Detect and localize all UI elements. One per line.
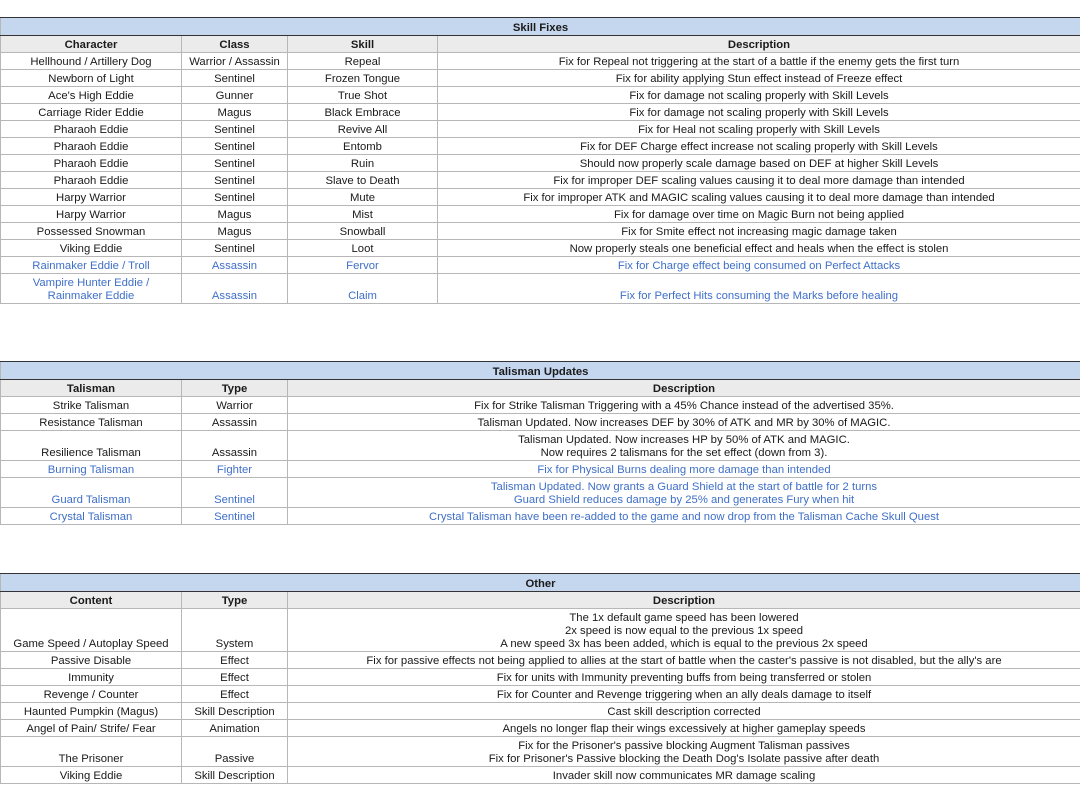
cell-class[interactable]: Magus: [182, 104, 288, 121]
cell-talisman[interactable]: Crystal Talisman: [1, 508, 182, 525]
cell-description[interactable]: Fix for Smite effect not increasing magic damage taken: [438, 223, 1080, 240]
section-title[interactable]: Other: [1, 574, 1080, 592]
table-row: [1, 155, 1080, 172]
cell-skill[interactable]: Ruin: [288, 155, 438, 172]
talisman-updates-table: [0, 361, 1080, 525]
cell-class[interactable]: Sentinel: [182, 172, 288, 189]
table-row: [1, 274, 1080, 304]
table-row: [1, 104, 1080, 121]
talisman-updates-section: [0, 361, 1080, 525]
cell-description[interactable]: Fix for improper ATK and MAGIC scaling values causing it to deal more damage than intended: [438, 189, 1080, 206]
cell-description[interactable]: Fix for units with Immunity preventing buffs from being transferred or stolen: [288, 669, 1080, 686]
table-row: [1, 669, 1080, 686]
cell-class[interactable]: Gunner: [182, 87, 288, 104]
other-table: [0, 573, 1080, 784]
cell-character[interactable]: Ace's High Eddie: [1, 87, 182, 104]
table-row: [1, 508, 1080, 525]
table-row: [1, 87, 1080, 104]
cell-content[interactable]: Angel of Pain/ Strife/ Fear: [1, 720, 182, 737]
cell-type[interactable]: Animation: [182, 720, 288, 737]
cell-type[interactable]: Assassin: [182, 431, 288, 461]
cell-type[interactable]: Assassin: [182, 414, 288, 431]
description-line: 2x speed is now equal to the previous 1x speed: [564, 625, 804, 637]
cell-talisman[interactable]: Resistance Talisman: [1, 414, 182, 431]
cell-character[interactable]: Pharaoh Eddie: [1, 155, 182, 172]
section-title[interactable]: Talisman Updates: [1, 362, 1080, 380]
cell-description[interactable]: [288, 431, 1080, 461]
cell-skill[interactable]: True Shot: [288, 87, 438, 104]
column-header-character[interactable]: Character: [1, 36, 182, 53]
cell-character[interactable]: Pharaoh Eddie: [1, 172, 182, 189]
other-section: [0, 573, 1080, 784]
cell-type[interactable]: Skill Description: [182, 767, 288, 784]
cell-description[interactable]: Crystal Talisman have been re-added to the game and now drop from the Talisman Cache Skull Quest: [288, 508, 1080, 525]
table-row: [1, 414, 1080, 431]
column-header-type[interactable]: Type: [182, 592, 288, 609]
table-row: [1, 703, 1080, 720]
table-row: [1, 172, 1080, 189]
cell-class[interactable]: Magus: [182, 223, 288, 240]
cell-content[interactable]: Revenge / Counter: [1, 686, 182, 703]
cell-character[interactable]: Vampire Hunter Eddie / Rainmaker Eddie: [1, 274, 182, 304]
cell-content[interactable]: Game Speed / Autoplay Speed: [1, 609, 182, 652]
table-row: [1, 686, 1080, 703]
table-row: [1, 223, 1080, 240]
cell-type[interactable]: Sentinel: [182, 478, 288, 508]
table-row: [1, 121, 1080, 138]
cell-character[interactable]: Viking Eddie: [1, 240, 182, 257]
column-header-talisman[interactable]: Talisman: [1, 380, 182, 397]
cell-content[interactable]: Haunted Pumpkin (Magus): [1, 703, 182, 720]
column-header-type[interactable]: Type: [182, 380, 288, 397]
description-line: The 1x default game speed has been lowered: [569, 612, 799, 624]
cell-skill[interactable]: Fervor: [288, 257, 438, 274]
cell-description[interactable]: Fix for Perfect Hits consuming the Marks before healing: [438, 274, 1080, 304]
table-row: [1, 478, 1080, 508]
description-line: A new speed 3x has been added, which is equal to the previous 2x speed: [500, 638, 868, 650]
cell-talisman[interactable]: Guard Talisman: [1, 478, 182, 508]
cell-skill[interactable]: Revive All: [288, 121, 438, 138]
cell-description[interactable]: Fix for Counter and Revenge triggering when an ally deals damage to itself: [288, 686, 1080, 703]
cell-character[interactable]: Hellhound / Artillery Dog: [1, 53, 182, 70]
cell-type[interactable]: Effect: [182, 686, 288, 703]
cell-description[interactable]: Fix for Charge effect being consumed on Perfect Attacks: [438, 257, 1080, 274]
cell-class[interactable]: Assassin: [182, 257, 288, 274]
cell-class[interactable]: Sentinel: [182, 121, 288, 138]
cell-type[interactable]: Skill Description: [182, 703, 288, 720]
cell-description[interactable]: Talisman Updated. Now increases DEF by 30% of ATK and MR by 30% of MAGIC.: [288, 414, 1080, 431]
table-row: [1, 397, 1080, 414]
description-line: Guard Shield reduces damage by 25% and generates Fury when hit: [513, 494, 855, 506]
table-row: [1, 138, 1080, 155]
cell-content[interactable]: Immunity: [1, 669, 182, 686]
cell-description[interactable]: Fix for Physical Burns dealing more damage than intended: [288, 461, 1080, 478]
cell-description[interactable]: Fix for damage over time on Magic Burn not being applied: [438, 206, 1080, 223]
description-line: Fix for Prisoner's Passive blocking the Death Dog's Isolate passive after death: [488, 753, 880, 765]
cell-skill[interactable]: Claim: [288, 274, 438, 304]
cell-character[interactable]: Harpy Warrior: [1, 189, 182, 206]
cell-skill[interactable]: Mist: [288, 206, 438, 223]
cell-skill[interactable]: Black Embrace: [288, 104, 438, 121]
cell-content[interactable]: Viking Eddie: [1, 767, 182, 784]
cell-character[interactable]: Pharaoh Eddie: [1, 121, 182, 138]
cell-class[interactable]: Sentinel: [182, 155, 288, 172]
cell-description[interactable]: Fix for Heal not scaling properly with Skill Levels: [438, 121, 1080, 138]
table-row: [1, 257, 1080, 274]
cell-class[interactable]: Assassin: [182, 274, 288, 304]
cell-description[interactable]: Fix for Strike Talisman Triggering with a 45% Chance instead of the advertised 35%.: [288, 397, 1080, 414]
cell-talisman[interactable]: Burning Talisman: [1, 461, 182, 478]
cell-character[interactable]: Rainmaker Eddie / Troll: [1, 257, 182, 274]
cell-description[interactable]: [288, 609, 1080, 652]
cell-class[interactable]: Sentinel: [182, 189, 288, 206]
table-row: [1, 609, 1080, 652]
cell-description[interactable]: Fix for passive effects not being applied to allies at the start of battle when the caster's passive is not disabled, but the ally's are: [288, 652, 1080, 669]
cell-description[interactable]: Should now properly scale damage based on DEF at higher Skill Levels: [438, 155, 1080, 172]
cell-talisman[interactable]: Strike Talisman: [1, 397, 182, 414]
cell-description[interactable]: Fix for damage not scaling properly with Skill Levels: [438, 104, 1080, 121]
column-header-description[interactable]: Description: [288, 380, 1080, 397]
cell-class[interactable]: Sentinel: [182, 240, 288, 257]
table-row: [1, 431, 1080, 461]
cell-character[interactable]: Harpy Warrior: [1, 206, 182, 223]
cell-description[interactable]: Invader skill now communicates MR damage scaling: [288, 767, 1080, 784]
cell-skill[interactable]: Slave to Death: [288, 172, 438, 189]
description-line: Talisman Updated. Now grants a Guard Shield at the start of battle for 2 turns: [490, 481, 878, 493]
cell-class[interactable]: Warrior / Assassin: [182, 53, 288, 70]
description-line: Now requires 2 talismans for the set effect (down from 3).: [540, 447, 828, 459]
cell-description[interactable]: Cast skill description corrected: [288, 703, 1080, 720]
cell-description[interactable]: Fix for improper DEF scaling values causing it to deal more damage than intended: [438, 172, 1080, 189]
cell-type[interactable]: Effect: [182, 669, 288, 686]
cell-class[interactable]: Sentinel: [182, 70, 288, 87]
cell-skill[interactable]: Repeal: [288, 53, 438, 70]
cell-description[interactable]: Fix for DEF Charge effect increase not scaling properly with Skill Levels: [438, 138, 1080, 155]
cell-description[interactable]: Fix for ability applying Stun effect instead of Freeze effect: [438, 70, 1080, 87]
cell-content[interactable]: The Prisoner: [1, 737, 182, 767]
cell-description[interactable]: Fix for damage not scaling properly with Skill Levels: [438, 87, 1080, 104]
table-row: [1, 461, 1080, 478]
skill-fixes-table: [0, 17, 1080, 304]
column-header-description[interactable]: Description: [438, 36, 1080, 53]
table-row: [1, 189, 1080, 206]
table-row: [1, 240, 1080, 257]
cell-content[interactable]: Passive Disable: [1, 652, 182, 669]
column-header-description[interactable]: Description: [288, 592, 1080, 609]
cell-class[interactable]: Sentinel: [182, 138, 288, 155]
description-line: Fix for the Prisoner's passive blocking Augment Talisman passives: [518, 740, 850, 752]
cell-skill[interactable]: Mute: [288, 189, 438, 206]
cell-type[interactable]: Warrior: [182, 397, 288, 414]
cell-type[interactable]: Effect: [182, 652, 288, 669]
skill-fixes-section: [0, 17, 1080, 304]
section-title[interactable]: Skill Fixes: [1, 18, 1080, 36]
cell-character[interactable]: Pharaoh Eddie: [1, 138, 182, 155]
table-row: [1, 53, 1080, 70]
table-row: [1, 737, 1080, 767]
description-line: Talisman Updated. Now increases HP by 50% of ATK and MAGIC.: [518, 434, 850, 446]
table-row: [1, 720, 1080, 737]
table-row: [1, 767, 1080, 784]
cell-skill[interactable]: Entomb: [288, 138, 438, 155]
column-header-content[interactable]: Content: [1, 592, 182, 609]
table-row: [1, 652, 1080, 669]
cell-skill[interactable]: Frozen Tongue: [288, 70, 438, 87]
cell-type[interactable]: Passive: [182, 737, 288, 767]
cell-type[interactable]: Fighter: [182, 461, 288, 478]
table-row: [1, 70, 1080, 87]
column-header-class[interactable]: Class: [182, 36, 288, 53]
cell-skill[interactable]: Snowball: [288, 223, 438, 240]
cell-skill[interactable]: Loot: [288, 240, 438, 257]
cell-description[interactable]: [288, 737, 1080, 767]
cell-description[interactable]: Angels no longer flap their wings excessively at higher gameplay speeds: [288, 720, 1080, 737]
table-row: [1, 206, 1080, 223]
column-header-skill[interactable]: Skill: [288, 36, 438, 53]
cell-class[interactable]: Magus: [182, 206, 288, 223]
cell-type[interactable]: Sentinel: [182, 508, 288, 525]
cell-character[interactable]: Carriage Rider Eddie: [1, 104, 182, 121]
cell-talisman[interactable]: Resilience Talisman: [1, 431, 182, 461]
cell-description[interactable]: Fix for Repeal not triggering at the start of a battle if the enemy gets the first turn: [438, 53, 1080, 70]
cell-description[interactable]: Now properly steals one beneficial effect and heals when the effect is stolen: [438, 240, 1080, 257]
cell-description[interactable]: [288, 478, 1080, 508]
cell-type[interactable]: System: [182, 609, 288, 652]
cell-character[interactable]: Possessed Snowman: [1, 223, 182, 240]
cell-character[interactable]: Newborn of Light: [1, 70, 182, 87]
